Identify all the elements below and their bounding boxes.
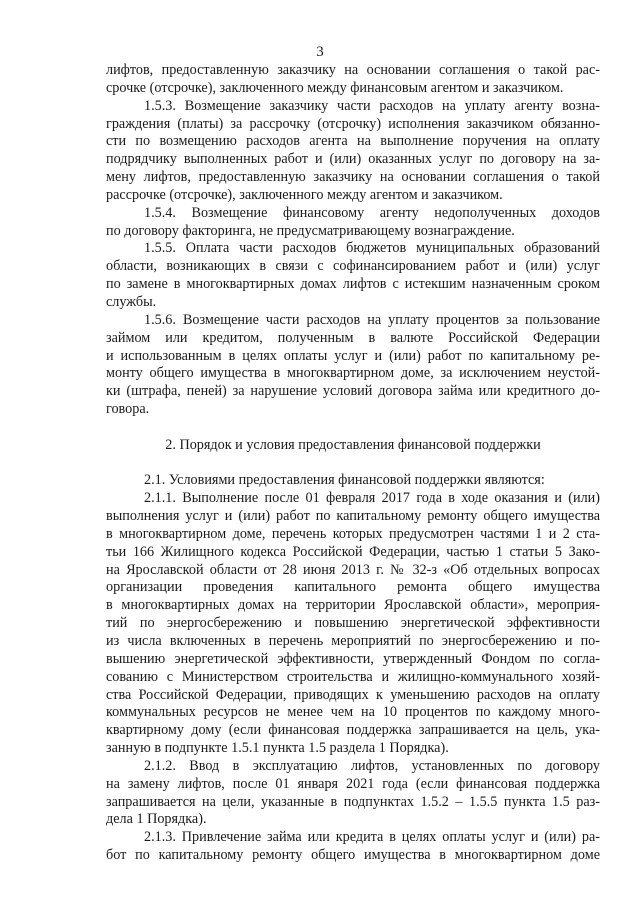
text-line: срочке (отсрочке), заключенного между финансовым агентом и заказчиком. (106, 79, 564, 96)
text-line: организации проведения капитального ремонта общего имущества (106, 579, 600, 596)
text-line: граждения (платы) за рассрочку (отсрочку) исполнения заказчиком обязанно- (106, 115, 600, 132)
text-line: в многоквартирных домах на территории Ярославской области», мероприя- (106, 597, 600, 614)
text-line: службы. (106, 293, 157, 310)
text-line: области, возникающих в связи с софинансированием работ и (или) услуг (106, 258, 600, 275)
text-line: из числа включенных в перечень мероприятий по энергосбережению и по- (106, 633, 600, 649)
section-1-continuation (106, 62, 600, 419)
text-line: вышению энергетической эффективности, утвержденный Фондом по согла- (106, 650, 600, 667)
text-line: сованию с Министерством строительства и жилищно-коммунального хозяй- (106, 668, 600, 685)
text-line: в многоквартирном доме, перечень которых предусмотрен частями 1 и 2 ста- (106, 525, 600, 542)
text-line: дела 1 Порядка). (106, 811, 207, 828)
text-line: тьи 166 Жилищного кодекса Российской Федерации, частью 1 статьи 5 Зако- (106, 543, 600, 560)
text-line: выполнения услуг и (или) работ по капитальному ремонту общего имущества (106, 508, 600, 525)
text-line: 2.1.2. Ввод в эксплуатацию лифтов, установленных по договору (144, 757, 600, 774)
text-line: на замену лифтов, после 01 января 2021 года (если финансовая поддержка (106, 775, 600, 792)
text-line: ства Российской Федерации, приводящих к уменьшению расходов на оплату (106, 686, 600, 703)
text-line: по замене в многоквартирных домах лифтов с истекшим назначенным сроком (106, 276, 600, 293)
text-line: монту общего имущества в многоквартирном доме, за исключением неустой- (106, 365, 600, 382)
text-line: тий по энергосбережению и повышению энергетической эффективности (106, 615, 600, 632)
text-line: говора. (106, 401, 150, 418)
text-line: лифтов, предоставленную заказчику на основании соглашения о такой рас- (106, 62, 600, 78)
text-line: рассрочке (отсрочке), заключенного между агентом и заказчиком. (106, 186, 503, 203)
text-line: и использованным в целях оплаты услуг и (или) работ по капитальному ре- (106, 347, 600, 364)
text-line: 2.1.3. Привлечение займа или кредита в целях оплаты услуг и (или) ра- (144, 829, 600, 846)
text-line: 2.1.1. Выполнение после 01 февраля 2017 года в ходе оказания и (или) (144, 490, 600, 507)
text-line: занную в подпункте 1.5.1 пункта 1.5 раздела 1 Порядка). (106, 740, 449, 757)
text-line: коммунальных ресурсов не менее чем на 10 процентов по каждому много- (106, 704, 600, 721)
text-line: бот по капитальному ремонту общего имущества в многоквартирном доме (106, 847, 600, 864)
page-number: 3 (316, 44, 324, 60)
section-heading: 2. Порядок и условия предоставления финансовой поддержки (165, 436, 541, 453)
text-line: 1.5.6. Возмещение части расходов на уплату процентов за пользование (144, 311, 600, 328)
spacer (106, 455, 600, 473)
text-line: на Ярославской области от 28 июня 2013 г. № 32-з «Об отдельных вопросах (106, 561, 600, 578)
text-line: займом или кредитом, полученным в валюте Российской Федерации (106, 329, 600, 346)
text-line: 1.5.5. Оплата части расходов бюджетов муниципальных образований (144, 240, 600, 257)
section-2-text (106, 472, 600, 865)
document-body (106, 62, 600, 865)
text-line: ки (штрафа, пеней) за нарушение условий договора займа или кредитного до- (106, 383, 600, 400)
text-line: квартирному дому (если финансовая поддержка запрашивается на цель, ука- (106, 722, 600, 739)
text-line: 2.1. Условиями предоставления финансовой поддержки являются: (144, 472, 545, 489)
spacer (106, 419, 600, 437)
text-line: сти по возмещению расходов агента на выполнение поручения на оплату (106, 133, 600, 150)
text-line: мену лифтов, предоставленную заказчику на основании соглашения о такой (106, 169, 600, 186)
text-line: по договору факторинга, не предусматривающему вознаграждение. (106, 222, 515, 239)
text-line: подрядчику выполненных работ и (или) оказанных услуг по договору на за- (106, 151, 600, 168)
text-line: запрашивается на цели, указанные в подпунктах 1.5.2 – 1.5.5 пункта 1.5 раз- (106, 793, 600, 810)
text-line: 1.5.4. Возмещение финансовому агенту недополученных доходов (144, 204, 600, 221)
text-line: 1.5.3. Возмещение заказчику части расходов на уплату агенту возна- (144, 97, 600, 114)
